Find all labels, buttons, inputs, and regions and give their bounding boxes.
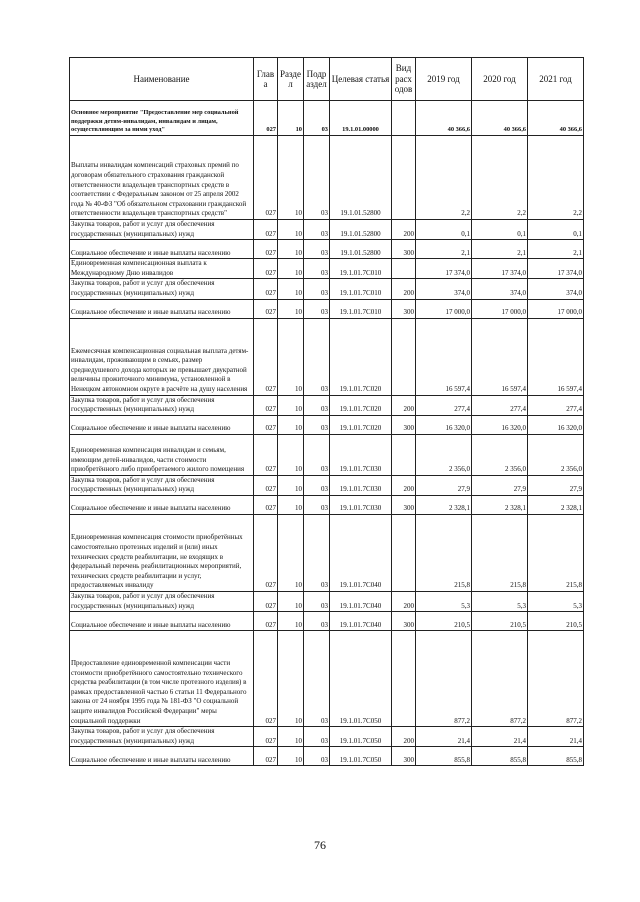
cell-target-article: 19.1.01.7С020 [330, 395, 392, 415]
cell-target-article: 19.1.01.7С030 [330, 434, 392, 475]
cell-name: Закупка товаров, работ и услуг для обеспечения государственных (муниципальных) нужд [70, 591, 254, 611]
cell-chapter: 027 [254, 475, 278, 495]
table-row [70, 475, 584, 495]
cell-2020: 17 374,0 [472, 259, 528, 279]
cell-section: 10 [278, 612, 304, 631]
cell-2020: 210,5 [472, 612, 528, 631]
cell-name: Предоставление единовременной компенсации части стоимости приобретённого самостоятельно технического средства реабилитации (в том числе протезного изделия) в рамках предоставленной частью 6 статьи 11 Федерального закона от 24 ноября 1995 года № 181-ФЗ "О социальной защите инвалидов Российской Федерации" меры социальной поддержки [70, 631, 254, 727]
cell-section: 10 [278, 514, 304, 591]
cell-2021: 5,3 [528, 591, 584, 611]
cell-2020: 16 597,4 [472, 318, 528, 395]
cell-name: Закупка товаров, работ и услуг для обеспечения государственных (муниципальных) нужд [70, 279, 254, 299]
cell-2021: 877,2 [528, 631, 584, 727]
cell-name: Единовременная компенсация инвалидам и семьям, имеющим детей-инвалидов, части стоимости приобретённого либо приобретаемого жилого помещения [70, 434, 254, 475]
table-row [70, 727, 584, 747]
cell-section: 10 [278, 434, 304, 475]
cell-2020: 0,1 [472, 220, 528, 240]
cell-2020: 27,9 [472, 475, 528, 495]
cell-2021: 374,0 [528, 279, 584, 299]
cell-target-article: 19.1.01.7С050 [330, 727, 392, 747]
table-row [70, 220, 584, 240]
cell-2021: 17 374,0 [528, 259, 584, 279]
header-target-article: Целевая статья [330, 58, 392, 101]
cell-name: Закупка товаров, работ и услуг для обеспечения государственных (муниципальных) нужд [70, 395, 254, 415]
cell-chapter: 027 [254, 259, 278, 279]
cell-chapter: 027 [254, 318, 278, 395]
cell-section: 10 [278, 415, 304, 434]
cell-chapter: 027 [254, 727, 278, 747]
cell-subsection: 03 [304, 612, 330, 631]
cell-chapter: 027 [254, 434, 278, 475]
cell-2019: 877,2 [416, 631, 472, 727]
cell-expense-type [392, 434, 416, 475]
table-row [70, 612, 584, 631]
cell-2019: 16 597,4 [416, 318, 472, 395]
budget-table-container [69, 57, 583, 766]
cell-2020: 2,1 [472, 240, 528, 259]
cell-target-article: 19.1.01.7С050 [330, 631, 392, 727]
header-chapter: Глав а [254, 58, 278, 101]
cell-name: Социальное обеспечение и иные выплаты населению [70, 747, 254, 766]
table-row [70, 259, 584, 279]
cell-target-article: 19.1.01.7С010 [330, 279, 392, 299]
cell-chapter: 027 [254, 415, 278, 434]
cell-target-article: 19.1.01.00000 [330, 101, 392, 136]
cell-subsection: 03 [304, 318, 330, 395]
cell-2020: 2 328,1 [472, 495, 528, 514]
cell-2019: 210,5 [416, 612, 472, 631]
cell-expense-type [392, 514, 416, 591]
cell-2021: 855,8 [528, 747, 584, 766]
cell-2020: 5,3 [472, 591, 528, 611]
cell-subsection: 03 [304, 240, 330, 259]
cell-subsection: 03 [304, 259, 330, 279]
cell-subsection: 03 [304, 136, 330, 220]
cell-section: 10 [278, 220, 304, 240]
cell-2021: 2,2 [528, 136, 584, 220]
table-row [70, 631, 584, 727]
cell-2021: 21,4 [528, 727, 584, 747]
cell-subsection: 03 [304, 101, 330, 136]
cell-2021: 40 366,6 [528, 101, 584, 136]
cell-chapter: 027 [254, 279, 278, 299]
table-row [70, 136, 584, 220]
table-row [70, 279, 584, 299]
table-row [70, 591, 584, 611]
cell-name: Социальное обеспечение и иные выплаты населению [70, 495, 254, 514]
cell-chapter: 027 [254, 514, 278, 591]
header-row [70, 58, 584, 101]
cell-chapter: 027 [254, 591, 278, 611]
page-number: 76 [314, 838, 326, 852]
cell-target-article: 19.1.01.7С040 [330, 514, 392, 591]
table-row [70, 514, 584, 591]
cell-target-article: 19.1.01.7С030 [330, 475, 392, 495]
table-row [70, 299, 584, 318]
cell-chapter: 027 [254, 240, 278, 259]
cell-target-article: 19.1.01.7С040 [330, 591, 392, 611]
cell-name: Выплаты инвалидам компенсаций страховых премий по договорам обязательного страхования гражданской ответственности владельцев транспортных средств в соответствии с Федеральным законом от 25 апреля 2002 года № 40-ФЗ "Об обязательном страховании гражданской ответственности владельцев транспортных средств" [70, 136, 254, 220]
cell-2019: 374,0 [416, 279, 472, 299]
cell-expense-type: 200 [392, 591, 416, 611]
cell-section: 10 [278, 747, 304, 766]
cell-section: 10 [278, 631, 304, 727]
cell-target-article: 19.1.01.7С020 [330, 415, 392, 434]
cell-chapter: 027 [254, 612, 278, 631]
cell-expense-type [392, 136, 416, 220]
cell-target-article: 19.1.01.52800 [330, 220, 392, 240]
cell-2020: 16 320,0 [472, 415, 528, 434]
header-name: Наименование [70, 58, 254, 101]
header-subsection: Подр аздел [304, 58, 330, 101]
cell-section: 10 [278, 259, 304, 279]
cell-2019: 277,4 [416, 395, 472, 415]
cell-2021: 0,1 [528, 220, 584, 240]
cell-expense-type: 300 [392, 299, 416, 318]
cell-2019: 0,1 [416, 220, 472, 240]
cell-chapter: 027 [254, 747, 278, 766]
cell-expense-type [392, 631, 416, 727]
cell-name: Социальное обеспечение и иные выплаты населению [70, 240, 254, 259]
cell-expense-type: 200 [392, 727, 416, 747]
cell-2019: 855,8 [416, 747, 472, 766]
cell-2020: 374,0 [472, 279, 528, 299]
cell-section: 10 [278, 495, 304, 514]
cell-target-article: 19.1.01.7С030 [330, 495, 392, 514]
cell-subsection: 03 [304, 434, 330, 475]
cell-section: 10 [278, 136, 304, 220]
cell-2021: 277,4 [528, 395, 584, 415]
cell-expense-type: 300 [392, 240, 416, 259]
cell-2019: 5,3 [416, 591, 472, 611]
cell-2019: 21,4 [416, 727, 472, 747]
table-row [70, 395, 584, 415]
cell-section: 10 [278, 395, 304, 415]
header-section: Разде л [278, 58, 304, 101]
cell-chapter: 027 [254, 495, 278, 514]
cell-section: 10 [278, 299, 304, 318]
cell-2020: 40 366,6 [472, 101, 528, 136]
cell-2020: 277,4 [472, 395, 528, 415]
cell-expense-type: 300 [392, 612, 416, 631]
cell-subsection: 03 [304, 631, 330, 727]
cell-2019: 40 366,6 [416, 101, 472, 136]
cell-expense-type: 200 [392, 220, 416, 240]
table-row [70, 240, 584, 259]
cell-expense-type: 200 [392, 475, 416, 495]
cell-target-article: 19.1.01.7С040 [330, 612, 392, 631]
cell-2019: 17 374,0 [416, 259, 472, 279]
cell-name: Единовременная компенсация стоимости приобретённых самостоятельно протезных изделий и (или) иных технических средств реабилитации, не входящих в федеральный перечень реабилитационных мероприятий, технических средств реабилитации и услуг, предоставляемых инвалиду [70, 514, 254, 591]
cell-2020: 21,4 [472, 727, 528, 747]
cell-expense-type [392, 318, 416, 395]
cell-subsection: 03 [304, 727, 330, 747]
table-row [70, 318, 584, 395]
cell-name: Социальное обеспечение и иные выплаты населению [70, 299, 254, 318]
cell-name: Единовременная компенсационная выплата к Международному Дню инвалидов [70, 259, 254, 279]
header-year-2021: 2021 год [528, 58, 584, 101]
cell-2021: 2 356,0 [528, 434, 584, 475]
cell-subsection: 03 [304, 395, 330, 415]
cell-target-article: 19.1.01.52800 [330, 136, 392, 220]
cell-2019: 17 000,0 [416, 299, 472, 318]
cell-chapter: 027 [254, 136, 278, 220]
cell-section: 10 [278, 279, 304, 299]
cell-2019: 16 320,0 [416, 415, 472, 434]
cell-2019: 2 328,1 [416, 495, 472, 514]
cell-section: 10 [278, 727, 304, 747]
budget-table [69, 57, 584, 766]
cell-chapter: 027 [254, 395, 278, 415]
cell-name: Закупка товаров, работ и услуг для обеспечения государственных (муниципальных) нужд [70, 727, 254, 747]
cell-2021: 2,1 [528, 240, 584, 259]
cell-subsection: 03 [304, 475, 330, 495]
cell-expense-type: 300 [392, 747, 416, 766]
cell-2019: 2,1 [416, 240, 472, 259]
cell-2020: 877,2 [472, 631, 528, 727]
cell-subsection: 03 [304, 299, 330, 318]
table-row [70, 495, 584, 514]
cell-2021: 17 000,0 [528, 299, 584, 318]
cell-target-article: 19.1.01.52800 [330, 240, 392, 259]
cell-chapter: 027 [254, 220, 278, 240]
cell-expense-type [392, 101, 416, 136]
cell-subsection: 03 [304, 495, 330, 514]
cell-section: 10 [278, 101, 304, 136]
cell-2019: 2,2 [416, 136, 472, 220]
cell-expense-type [392, 259, 416, 279]
cell-section: 10 [278, 475, 304, 495]
table-row [70, 415, 584, 434]
cell-2020: 17 000,0 [472, 299, 528, 318]
cell-subsection: 03 [304, 220, 330, 240]
cell-2021: 215,8 [528, 514, 584, 591]
cell-section: 10 [278, 591, 304, 611]
cell-2021: 2 328,1 [528, 495, 584, 514]
table-body [70, 101, 584, 766]
cell-target-article: 19.1.01.7С050 [330, 747, 392, 766]
cell-subsection: 03 [304, 591, 330, 611]
cell-2019: 2 356,0 [416, 434, 472, 475]
cell-name: Социальное обеспечение и иные выплаты населению [70, 612, 254, 631]
cell-subsection: 03 [304, 279, 330, 299]
table-row [70, 747, 584, 766]
cell-section: 10 [278, 240, 304, 259]
cell-expense-type: 300 [392, 495, 416, 514]
cell-2021: 16 597,4 [528, 318, 584, 395]
cell-target-article: 19.1.01.7С010 [330, 259, 392, 279]
cell-expense-type: 300 [392, 415, 416, 434]
cell-chapter: 027 [254, 299, 278, 318]
cell-2021: 210,5 [528, 612, 584, 631]
cell-2020: 2,2 [472, 136, 528, 220]
cell-2019: 27,9 [416, 475, 472, 495]
cell-section: 10 [278, 318, 304, 395]
cell-subsection: 03 [304, 747, 330, 766]
header-expense-type: Вид расх одов [392, 58, 416, 101]
cell-name: Закупка товаров, работ и услуг для обеспечения государственных (муниципальных) нужд [70, 475, 254, 495]
cell-2021: 16 320,0 [528, 415, 584, 434]
cell-target-article: 19.1.01.7С010 [330, 299, 392, 318]
header-year-2019: 2019 год [416, 58, 472, 101]
cell-name: Ежемесячная компенсационная социальная выплата детям-инвалидам, проживающим в семьях, размер среднедушевого дохода которых не превышает двукратной величины прожиточного минимума, установленной в Ненецком автономном округе в расчёте на душу населения [70, 318, 254, 395]
cell-2020: 855,8 [472, 747, 528, 766]
cell-chapter: 027 [254, 631, 278, 727]
cell-expense-type: 200 [392, 279, 416, 299]
cell-subsection: 03 [304, 514, 330, 591]
cell-2021: 27,9 [528, 475, 584, 495]
header-year-2020: 2020 год [472, 58, 528, 101]
cell-chapter: 027 [254, 101, 278, 136]
cell-name: Закупка товаров, работ и услуг для обеспечения государственных (муниципальных) нужд [70, 220, 254, 240]
cell-target-article: 19.1.01.7С020 [330, 318, 392, 395]
cell-expense-type: 200 [392, 395, 416, 415]
cell-name: Социальное обеспечение и иные выплаты населению [70, 415, 254, 434]
cell-subsection: 03 [304, 415, 330, 434]
table-row [70, 101, 584, 136]
cell-2020: 215,8 [472, 514, 528, 591]
cell-name: Основное мероприятие "Предоставление мер социальной поддержки детям-инвалидам, инвалидам и лицам, осуществляющим за ними уход" [70, 101, 254, 136]
cell-2019: 215,8 [416, 514, 472, 591]
table-row [70, 434, 584, 475]
cell-2020: 2 356,0 [472, 434, 528, 475]
